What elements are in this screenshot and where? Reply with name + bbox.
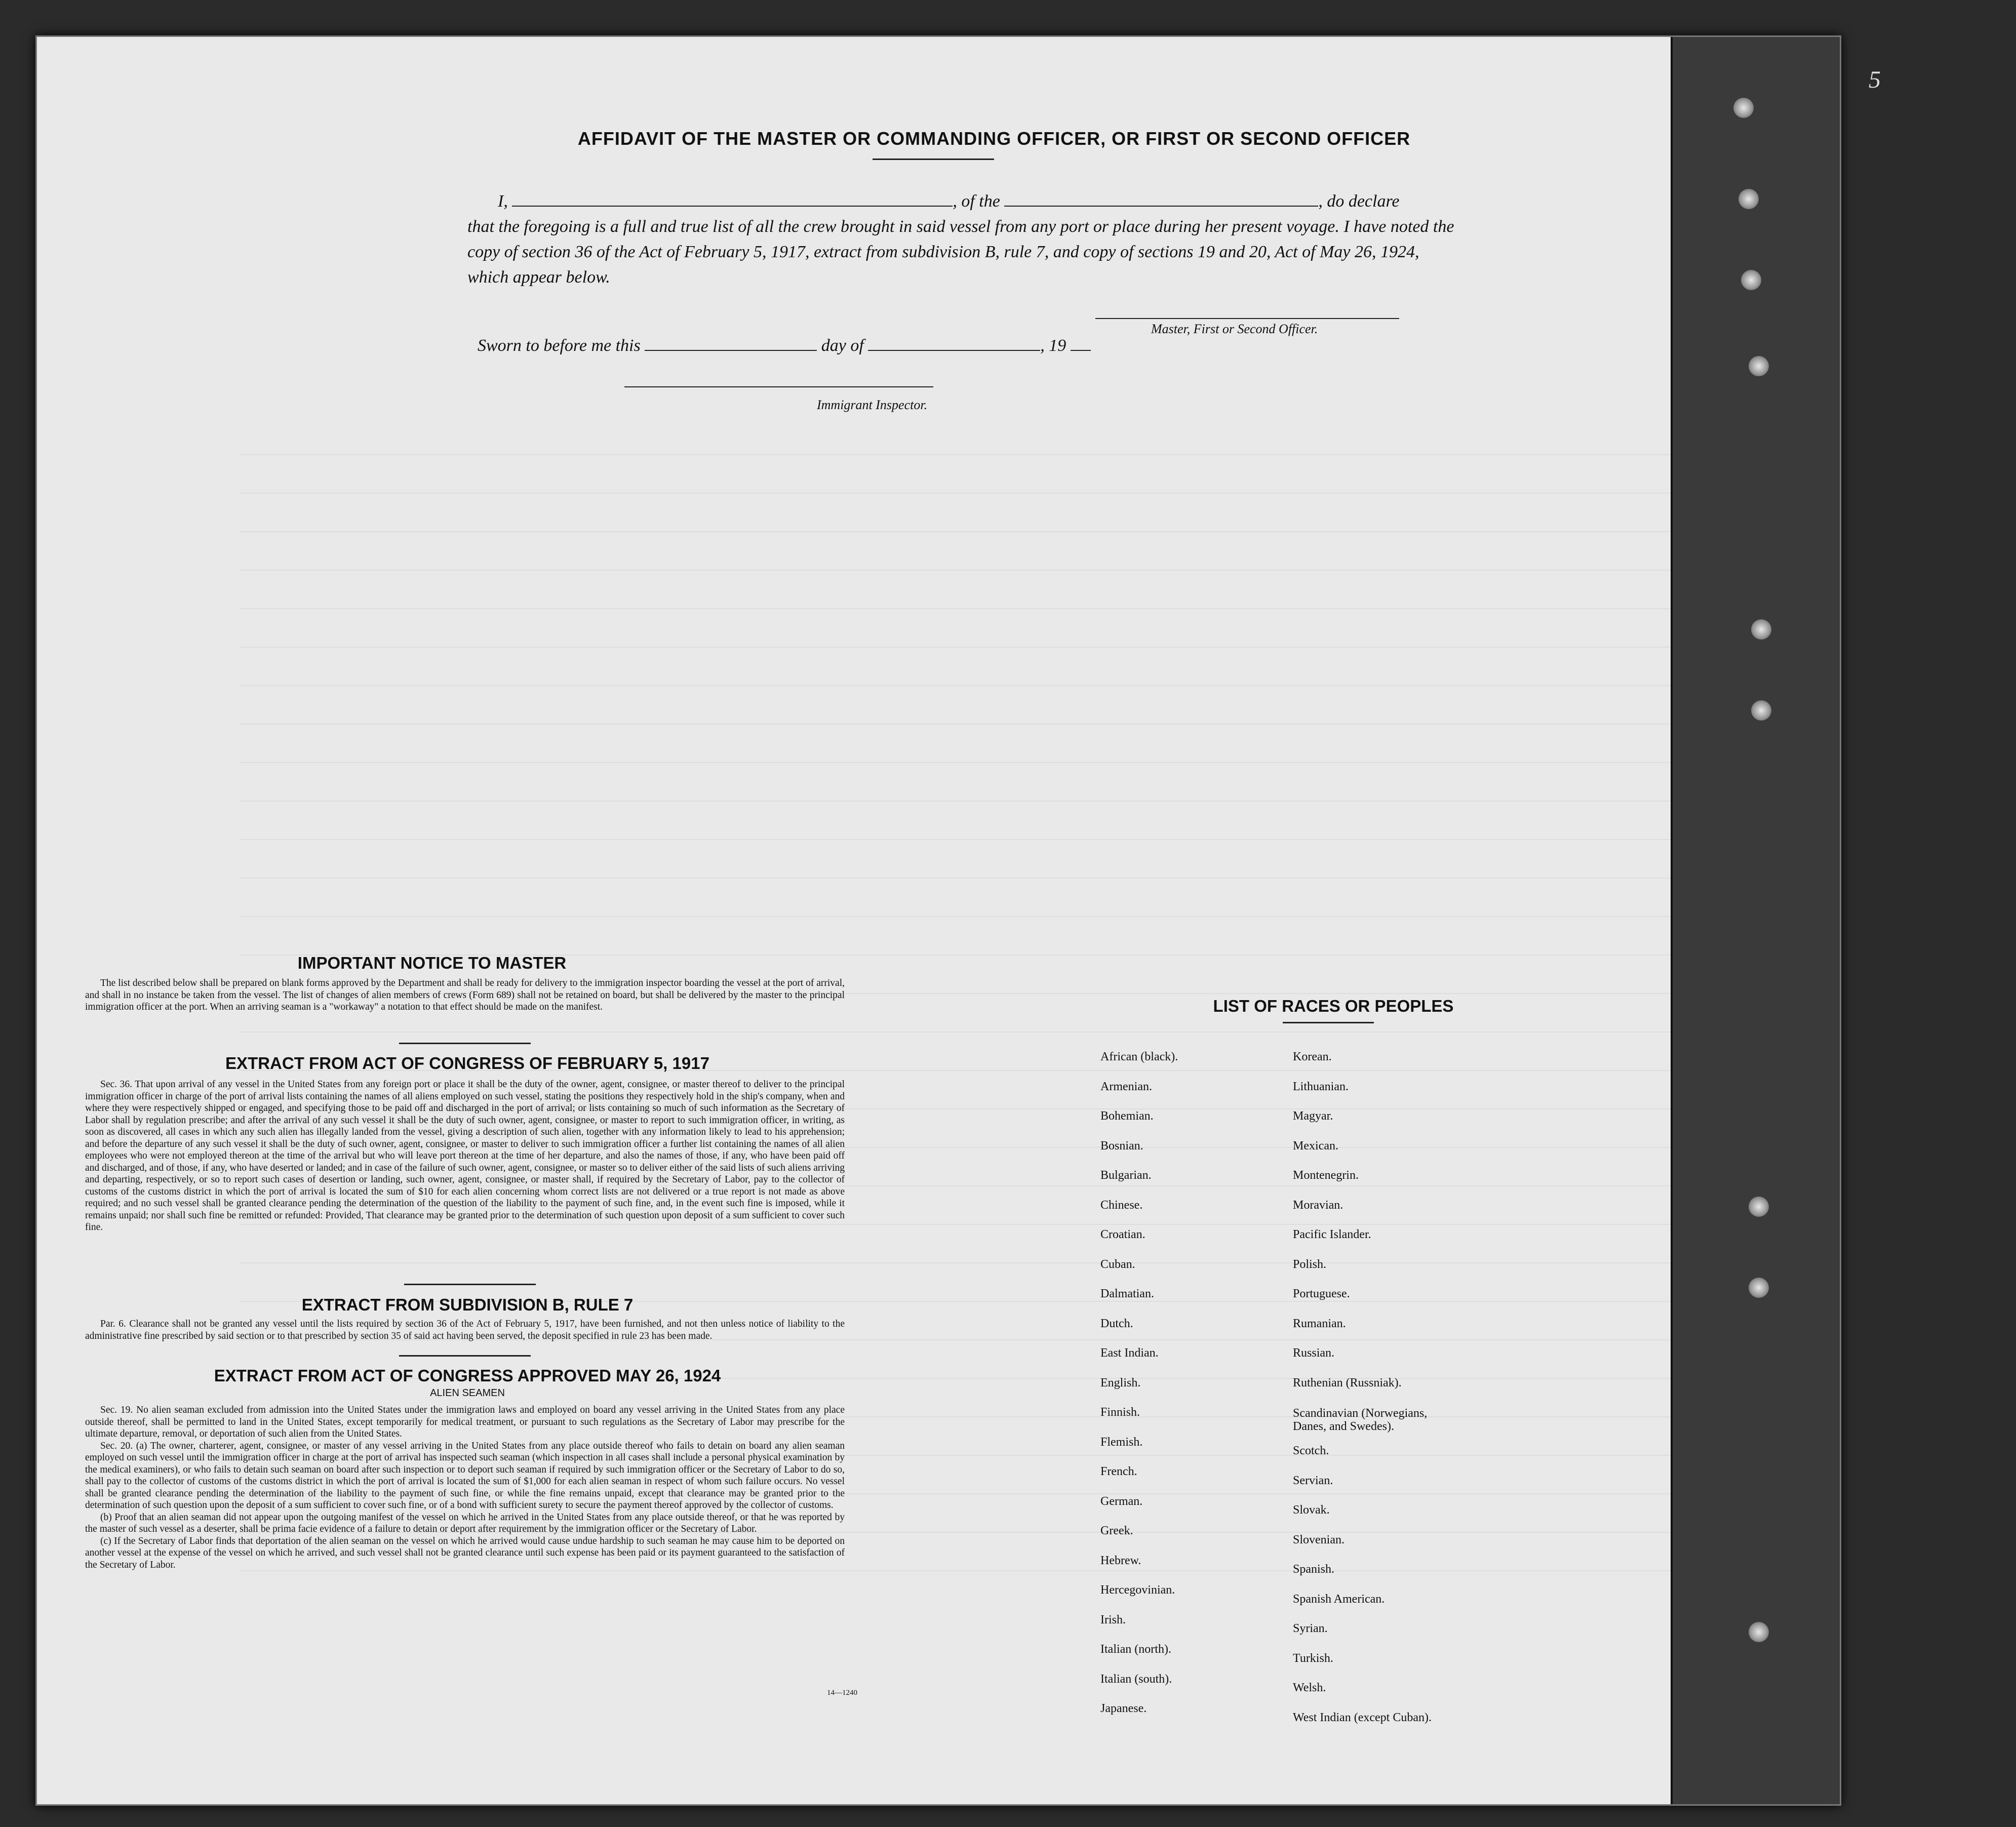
inspector-signature-line[interactable] (624, 386, 933, 387)
bleed-through-row (240, 591, 1708, 609)
binder-hole (1749, 356, 1769, 376)
extract-1917-paragraph: Sec. 36. That upon arrival of any vessel in the United States from any foreign port or place it shall be the duty of the owner, agent, consignee, or master thereof to deliver to the principal immigration officer in charge of the port of arrival lists containing the names of all aliens employed on such vessel, stating the positions they respectively hold in the ship's company, when and where they were respectively shipped or engaged, and specifying those to be paid off and discharged in the port of arrival; or lists containing so much of such information as the Secretary of Labor shall by regulation prescribe; and after the arrival of any such vessel it shall be the duty of such owner, agent, consignee, or master to report to such immigration officer, in writing, as soon as discovered, all cases in which any such alien has illegally landed from the vessel, giving a description of such alien, together with any information likely to lead to his apprehension; and before the departure of any such vessel it shall be the duty of such owner, agent, consignee, or master to deliver to such immigration officer a further list containing the names of all alien employees who were not employed thereon at the time of the arrival but who will leave port thereon at the time of her departure, and also the names of those, if any, who have been paid off and discharged, and of those, if any, who have deserted or landed; and in case of the failure of such owner, agent, consignee, or master so to deliver either of the said lists of such aliens arriving and departing, respectively, or so to report such cases of desertion or landing, such owner, agent, consignee, or master shall, if required by the Secretary of Labor, pay to the collector of customs of the customs district in which the port of arrival is located the sum of $10 for each alien concerning whom correct lists are not delivered or a true report is not made as above required; and no such vessel shall be granted clearance pending the determination of the question of the liability to the payment of such fine, and, in the event such fine is imposed, while it remains unpaid; nor shall such fine be remitted or refunded: Provided, That clearance may be granted prior to the determination of such question upon deposit of a sum sufficient to cover such fine. (85, 1079, 845, 1233)
race-item: French. (1100, 1465, 1137, 1478)
section-rule (399, 1043, 531, 1044)
notice-title: IMPORTANT NOTICE TO MASTER (297, 954, 567, 972)
section-rule (399, 1355, 531, 1357)
extract-rule7-title: EXTRACT FROM SUBDIVISION B, RULE 7 (301, 1295, 634, 1314)
race-item: Montenegrin. (1293, 1169, 1359, 1182)
manifest-sheet (35, 35, 1841, 1806)
adjacent-page-edge (1671, 37, 1840, 1804)
extract-1924-paragraph: (c) If the Secretary of Labor finds that deportation of the alien seaman on the vessel on which he arrived would cause undue hardship to such seaman he may cause him to be deported on another vessel at the expense of the vessel on which he arrived, and such vessel shall not be granted clearance until such expense has been paid or its payment guaranteed to the satisfaction of the Secretary of Labor. (85, 1535, 845, 1570)
name-blank[interactable] (512, 192, 953, 207)
title-rule (873, 158, 994, 160)
master-signature-caption: Master, First or Second Officer. (1151, 322, 1318, 336)
sworn-text: Sworn to before me this (478, 336, 641, 355)
extract-1917-title: EXTRACT FROM ACT OF CONGRESS OF FEBRUARY 5, 1917 (225, 1054, 709, 1073)
affidavit-declare: , do declare (1318, 192, 1400, 211)
bleed-through-row (240, 552, 1708, 571)
bleed-through-row (240, 937, 1708, 956)
binder-hole (1751, 619, 1771, 640)
race-item: Slovenian. (1293, 1533, 1345, 1546)
race-item: Welsh. (1293, 1681, 1326, 1694)
affidavit-of-the: , of the (953, 192, 1000, 211)
bleed-through-row (240, 1245, 1708, 1263)
race-item: Bosnian. (1100, 1139, 1143, 1153)
inspector-signature-caption: Immigrant Inspector. (817, 398, 928, 412)
race-item: Korean. (1293, 1050, 1332, 1063)
section-rule (404, 1284, 536, 1285)
race-item: Bulgarian. (1100, 1169, 1152, 1182)
race-item: Bohemian. (1100, 1109, 1154, 1123)
race-item: Polish. (1293, 1257, 1327, 1271)
sworn-year-blank[interactable] (1071, 337, 1091, 351)
alien-seamen-subtitle: ALIEN SEAMEN (430, 1387, 505, 1399)
races-column-2 (1293, 1042, 1432, 1732)
race-item: Armenian. (1100, 1080, 1152, 1093)
race-item: Mexican. (1293, 1139, 1338, 1153)
binder-hole (1749, 1278, 1769, 1298)
race-item: Russian. (1293, 1346, 1335, 1360)
page-mark: 5 (1869, 66, 1881, 93)
race-item: Ruthenian (Russniak). (1293, 1376, 1402, 1389)
bleed-through-row (240, 706, 1708, 725)
race-item: Greek. (1100, 1524, 1133, 1537)
race-item: Spanish. (1293, 1563, 1335, 1576)
bleed-through-row (240, 899, 1708, 917)
race-item: African (black). (1100, 1050, 1178, 1063)
binder-hole (1751, 700, 1771, 721)
notice-paragraph: The list described below shall be prepared on blank forms approved by the Department and shall be ready for delivery to the immigration inspector boarding the vessel at the port of arrival, and shall in no instance be taken from the vessel. The list of changes of alien members of crews (Form 689) shall not be retained on board, but shall be delivered by the master to the principal immigration officer at the port. When an arriving seaman is a "workaway" a notation to that effect should be made on the manifest. (85, 978, 845, 1012)
affidavit-i: I, (498, 192, 508, 211)
bleed-through-row (240, 668, 1708, 686)
extract-1924-paragraph: (b) Proof that an alien seaman did not appear upon the outgoing manifest of the vessel on which he arrived in the United States from any place outside thereof, or that he was reported by the master of such vessel as a deserter, shall be prima facie evidence of a failure to detain or deport after requirement by the immigration officer or the Secretary of Labor. (85, 1512, 845, 1534)
extract-1924-paragraph: Sec. 19. No alien seaman excluded from admission into the United States under the immigration laws and employed on board any vessel arriving in the United States from any place outside thereof, shall be permitted to land in the United States, except temporarily for medical treatment, or pursuant to such regulations as the Secretary of Labor may prescribe for the ultimate departure, removal, or deportation of such alien from the United States. (85, 1405, 845, 1439)
race-item: Chinese. (1100, 1198, 1143, 1212)
bleed-through-row (240, 822, 1708, 840)
binder-hole (1733, 98, 1754, 118)
race-item: Portuguese. (1293, 1287, 1350, 1300)
binder-hole (1749, 1622, 1769, 1642)
race-item: Scandinavian (Norwegians, (1293, 1407, 1428, 1420)
race-item: Japanese. (1100, 1702, 1147, 1715)
race-item: Dalmatian. (1100, 1287, 1154, 1300)
extract-1924-title: EXTRACT FROM ACT OF CONGRESS APPROVED MAY 26, 1924 (214, 1366, 721, 1385)
race-item: West Indian (except Cuban). (1293, 1711, 1432, 1724)
race-item: Flemish. (1100, 1435, 1143, 1449)
bleed-through-row (240, 860, 1708, 879)
race-item: Italian (north). (1100, 1643, 1171, 1656)
extract-rule7-text (85, 1318, 845, 1342)
extract-1917-text (85, 1079, 845, 1234)
race-item: Turkish. (1293, 1651, 1333, 1665)
race-item: Scotch. (1293, 1444, 1329, 1457)
sworn-day-blank[interactable] (645, 337, 817, 351)
binder-hole (1749, 1197, 1769, 1217)
extract-1924-text (85, 1404, 845, 1571)
bleed-through-row (240, 514, 1708, 532)
race-item: Hercegovinian. (1100, 1583, 1175, 1597)
race-item: German. (1100, 1494, 1143, 1508)
race-item: Servian. (1293, 1474, 1333, 1487)
bleed-through-row (240, 783, 1708, 802)
affidavit-title: AFFIDAVIT OF THE MASTER OR COMMANDING OFFICER, OR FIRST OR SECOND OFFICER (577, 128, 1411, 149)
race-item: Pacific Islander. (1293, 1228, 1371, 1241)
races-title: LIST OF RACES OR PEOPLES (1213, 997, 1454, 1015)
race-item: Slovak. (1293, 1503, 1330, 1517)
extract-rule7-paragraph: Par. 6. Clearance shall not be granted any vessel until the lists required by section 36 of the Act of February 5, 1917, have been furnished, and not then unless notice of liability to the administrative fine prescribed by said section or to that prescribed by section 35 of said act having been served, the deposit specified in rule 23 has been made. (85, 1319, 845, 1341)
race-item: Finnish. (1100, 1406, 1140, 1419)
sworn-day-of: day of (821, 336, 864, 355)
extract-1924-paragraph: Sec. 20. (a) The owner, charterer, agent, consignee, or master of any vessel arriving in the United States from any place outside thereof who fails to detain on board any alien seaman employed on such vessel until the immigration officer in charge at the port of arrival has inspected such seaman (which inspection in all cases shall include a personal physical examination by the medical examiners), or who fails to detain such seaman on board after such inspection or to deport such seaman if required by such immigration officer or the Secretary of Labor to do so, shall pay to the collector of customs of the customs district in which the port of arrival is located the sum of $1,000 for each alien seaman in respect of whom such failure occurs. No vessel shall be granted clearance pending the determination of the liability to the payment of such fine, or while the fine remains unpaid, except that clearance may be granted prior to the determination of such question upon the deposit of a sum sufficient to cover such fine, or of a bond with sufficient surety to secure the payment thereof approved by the collector of customs. (85, 1440, 845, 1511)
affidavit-declaration-line (467, 189, 1460, 214)
bleed-through-row (240, 475, 1708, 494)
binder-hole (1741, 270, 1761, 290)
sworn-month-blank[interactable] (868, 337, 1040, 351)
race-item: Rumanian. (1293, 1317, 1346, 1330)
bleed-through-row (240, 1014, 1708, 1032)
race-item: Dutch. (1100, 1317, 1133, 1330)
race-item: Moravian. (1293, 1198, 1343, 1212)
race-item: Croatian. (1100, 1228, 1145, 1241)
races-column-1 (1100, 1042, 1178, 1724)
race-item: Spanish American. (1293, 1592, 1385, 1606)
bleed-through-row (240, 437, 1708, 455)
race-item: Hebrew. (1100, 1554, 1141, 1567)
sworn-year-prefix: , 19 (1040, 336, 1066, 355)
races-title-rule (1283, 1022, 1374, 1023)
race-item: Magyar. (1293, 1109, 1333, 1123)
notice-text (85, 977, 845, 1013)
bleed-through-row (240, 745, 1708, 763)
race-item: Syrian. (1293, 1622, 1328, 1635)
affidavit-body (467, 189, 1460, 290)
race-item: English. (1100, 1376, 1141, 1389)
race-item: Lithuanian. (1293, 1080, 1349, 1093)
sworn-line (478, 333, 1187, 359)
affidavit-statement: that the foregoing is a full and true list of all the crew brought in said vessel from any port or place during her present voyage. I have noted the copy of section 36 of the Act of February 5, 1917, extract from subdivision B, rule 7, and copy of sections 19 and 20, Act of May 26, 1924, which appear below. (467, 217, 1454, 287)
race-item: Irish. (1100, 1613, 1126, 1626)
bleed-through-row (240, 629, 1708, 648)
race-item: Cuban. (1100, 1257, 1135, 1271)
vessel-blank[interactable] (1004, 192, 1318, 207)
race-item: Danes, and Swedes). (1293, 1420, 1394, 1433)
master-signature-line[interactable] (1095, 318, 1399, 319)
binder-hole (1738, 189, 1759, 209)
race-item: Italian (south). (1100, 1672, 1172, 1686)
race-item: East Indian. (1100, 1346, 1159, 1360)
form-number: 14—1240 (827, 1689, 857, 1697)
